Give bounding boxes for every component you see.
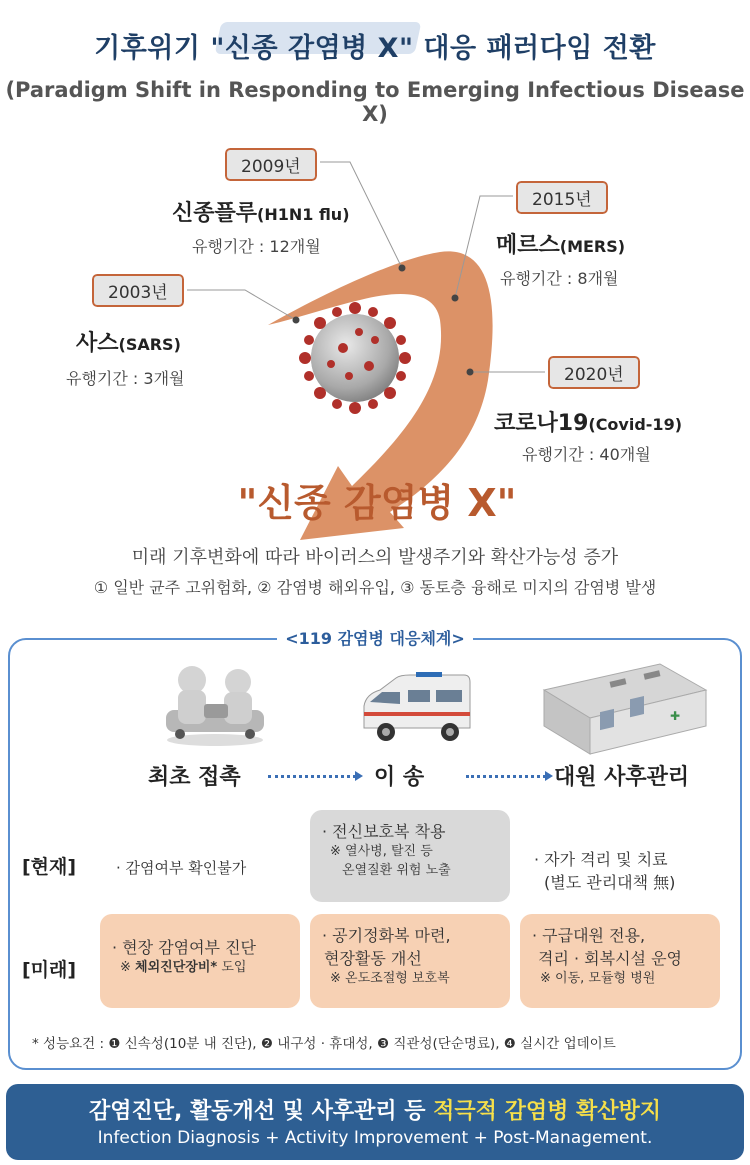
cell-text: 현장활동 개선	[324, 949, 422, 969]
current-aftercare-cell	[522, 838, 732, 898]
protective-suit-icon	[160, 660, 270, 750]
banner-main-highlight: 적극적 감염병 확산방지	[433, 1099, 662, 1124]
disease-name-en: (H1N1 flu)	[257, 205, 350, 224]
period-h1n1: 유행기간 : 12개월	[192, 237, 321, 256]
page-title: 기후위기 "신종 감염병 X" 대응 패러다임 전환	[94, 33, 656, 64]
cell-note: ※ 온도조절형 보호복	[330, 971, 450, 987]
description-line-1: 미래 기후변화에 따라 바이러스의 발생주기와 확산가능성 증가	[131, 547, 619, 568]
disease-name: 사스	[76, 331, 119, 356]
disease-covid	[494, 406, 682, 437]
stage-aftercare: 대원 사후관리	[554, 765, 690, 790]
row-label-current: [현재]	[22, 856, 77, 878]
future-aftercare-cell	[520, 914, 720, 1008]
modular-hospital-icon	[540, 660, 710, 760]
stage-transport: 이 송	[374, 765, 425, 790]
disease-name-en: (SARS)	[118, 335, 181, 354]
year-badge-h1n1: 2009년	[225, 148, 317, 181]
period-sars: 유행기간 : 3개월	[66, 369, 185, 388]
cell-text: (별도 관리대책 無)	[544, 873, 676, 893]
note-prefix: ※	[120, 960, 136, 976]
current-transport-cell	[310, 810, 510, 902]
performance-footnote: * 성능요건 : ❶ 신속성(10분 내 진단), ❷ 내구성 · 휴대성, ❸ 직관성(단순명료), ❹ 실시간 업데이트	[32, 1036, 616, 1052]
description-line-2: ① 일반 균주 고위험화, ② 감염병 해외유입, ③ 동토층 융해로 미지의 감염병 발생	[93, 578, 657, 597]
response-system-title	[0, 626, 750, 649]
cell-text: 격리 · 회복시설 운영	[538, 949, 682, 969]
cell-text: · 공기정화복 마련,	[322, 926, 451, 945]
banner-sub-text: Infection Diagnosis + Activity Improvement + Post-Management.	[97, 1128, 653, 1148]
svg-text:✚: ✚	[670, 709, 681, 723]
response-system-title-text: <119 감염병 대응체계>	[277, 629, 473, 648]
year-badge-mers: 2015년	[516, 181, 608, 214]
year-badge-covid: 2020년	[548, 356, 640, 389]
row-label-future: [미래]	[22, 959, 77, 981]
page-subtitle: (Paradigm Shift in Responding to Emerging Infectious Disease X)	[5, 78, 745, 126]
disease-sars	[76, 326, 181, 357]
cell-text: · 구급대원 전용,	[532, 926, 646, 945]
arrow-contact-to-transport	[268, 775, 356, 778]
cell-text: · 자가 격리 및 치료	[534, 850, 668, 869]
arrow-transport-to-aftercare	[466, 775, 546, 778]
period-covid: 유행기간 : 40개월	[522, 445, 651, 464]
current-contact-cell	[104, 848, 300, 888]
cell-note: 온열질환 위험 노출	[342, 863, 451, 879]
future-transport-cell	[310, 914, 510, 1008]
disease-name: 신종플루	[172, 201, 258, 226]
period-mers: 유행기간 : 8개월	[500, 269, 619, 288]
banner-main-text	[0, 1094, 750, 1125]
disease-name: 메르스	[496, 233, 560, 258]
disease-x-heading: "신종 감염병 X"	[237, 481, 517, 525]
year-badge-sars: 2003년	[92, 274, 184, 307]
banner-main-prefix: 감염진단, 활동개선 및 사후관리 등	[88, 1099, 434, 1124]
cell-text: · 감염여부 확인불가	[116, 859, 247, 877]
disease-mers	[496, 228, 625, 259]
ambulance-icon	[356, 672, 476, 748]
cell-text: · 현장 감염여부 진단	[112, 938, 256, 957]
disease-name-en: (MERS)	[559, 237, 626, 256]
disease-name-en: (Covid-19)	[588, 415, 683, 434]
cell-note: ※ 열사병, 탈진 등	[330, 844, 433, 860]
coronavirus-icon	[299, 302, 411, 414]
cell-note: ※ 이동, 모듈형 병원	[540, 971, 656, 987]
cell-note	[112, 959, 288, 978]
disease-h1n1	[172, 196, 350, 227]
stage-first-contact: 최초 접촉	[148, 765, 241, 790]
note-strong: 체외진단장비*	[135, 960, 218, 976]
disease-name: 코로나19	[494, 411, 589, 436]
cell-text: · 전신보호복 착용	[322, 822, 446, 841]
future-contact-cell	[100, 914, 300, 1008]
note-suffix: 도입	[217, 960, 247, 976]
